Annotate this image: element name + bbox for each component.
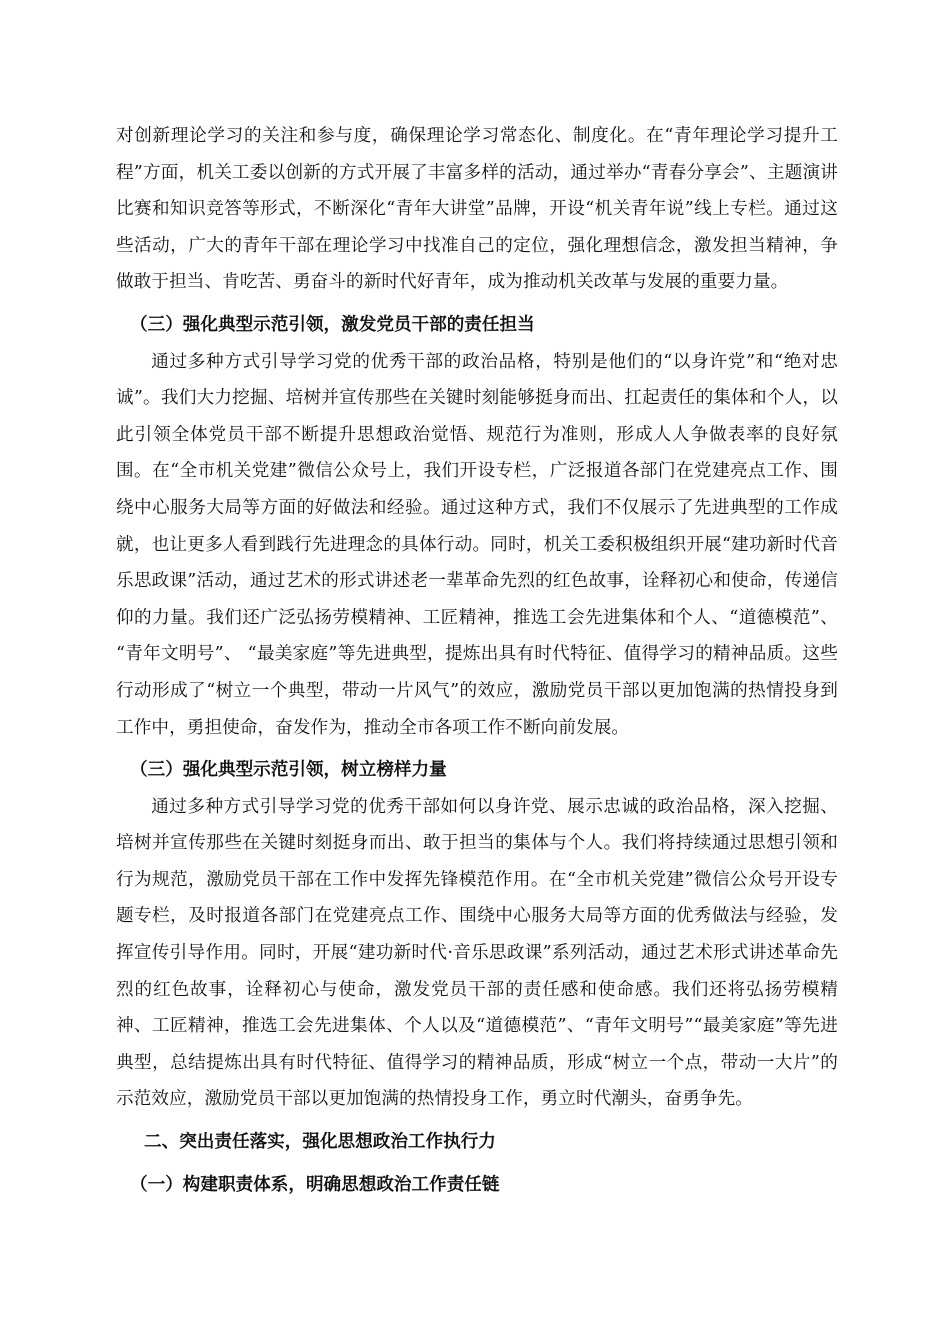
document-body — [116, 118, 838, 1203]
section-heading-typical-demonstration-role-model: （三）强化典型示范引领，树立榜样力量 — [130, 759, 447, 781]
section-heading-responsibility-system: （一）构建职责体系，明确思想政治工作责任链 — [130, 1173, 500, 1195]
section-heading-typical-demonstration-responsibility: （三）强化典型示范引领，激发党员干部的责任担当 — [130, 313, 535, 335]
paragraph-typical-demonstration-responsibility: 通过多种方式引导学习党的优秀干部的政治品格，特别是他们的“以身许党”和“绝对忠诚”。我们大力挖掘、培树并宣传那些在关键时刻能够挺身而出、扛起责任的集体和个人，以此引领全体党员干部不断提升思想政治觉悟、规范行为准则，形成人人争做表率的良好氛围。在“全市机关党建”微信公众号上，我们开设专栏，广泛报道各部门在党建亮点工作、围绕中心服务大局等方面的好做法和经验。通过这种方式，我们不仅展示了先进典型的工作成就，也让更多人看到践行先进理念的具体行动。同时，机关工委积极组织开展“建功新时代音乐思政课”活动，通过艺术的形式讲述老一辈革命先烈的红色故事，诠释初心和使命，传递信仰的力量。我们还广泛弘扬劳模精神、工匠精神，推选工会先进集体和个人、“道德模范”、 “青年文明号”、 “最美家庭”等先进典型，提炼出具有时代特征、值得学习的精神品质。这些行动形成了“树立一个典型，带动一片风气”的效应，激励党员干部以更加饱满的热情投身到工作中，勇担使命，奋发作为，推动全市各项工作不断向前发展。 — [116, 351, 838, 738]
paragraph-youth-theory-study: 对创新理论学习的关注和参与度，确保理论学习常态化、制度化。在“青年理论学习提升工程”方面，机关工委以创新的方式开展了丰富多样的活动，通过举办“青春分享会”、主题演讲比赛和知识竞答等形式，不断深化“青年大讲堂”品牌，开设“机关青年说”线上专栏。通过这些活动，广大的青年干部在理论学习中找准自己的定位，强化理想信念，激发担当精神，争做敢于担当、肯吃苦、勇奋斗的新时代好青年，成为推动机关改革与发展的重要力量。 — [116, 126, 838, 293]
paragraph-typical-demonstration-role-model: 通过多种方式引导学习党的优秀干部如何以身许党、展示忠诚的政治品格，深入挖掘、培树并宣传那些在关键时刻挺身而出、敢于担当的集体与个人。我们将持续通过思想引领和行为规范，激励党员干部在工作中发挥先锋模范作用。在“全市机关党建”微信公众号开设专题专栏，及时报道各部门在党建亮点工作、围绕中心服务大局等方面的优秀做法与经验，发挥宣传引导作用。同时，开展“建功新时代·音乐思政课”系列活动，通过艺术形式讲述革命先烈的红色故事，诠释初心与使命，激发党员干部的责任感和使命感。我们还将弘扬劳模精神、工匠精神，推选工会先进集体、个人以及“道德模范”、“青年文明号”“最美家庭”等先进典型，总结提炼出具有时代特征、值得学习的精神品质，形成“树立一个点，带动一大片”的示范效应，激励党员干部以更加饱满的热情投身工作，勇立时代潮头，奋勇争先。 — [116, 796, 838, 1110]
chapter-heading-responsibility-implementation: 二、突出责任落实，强化思想政治工作执行力 — [144, 1131, 496, 1153]
